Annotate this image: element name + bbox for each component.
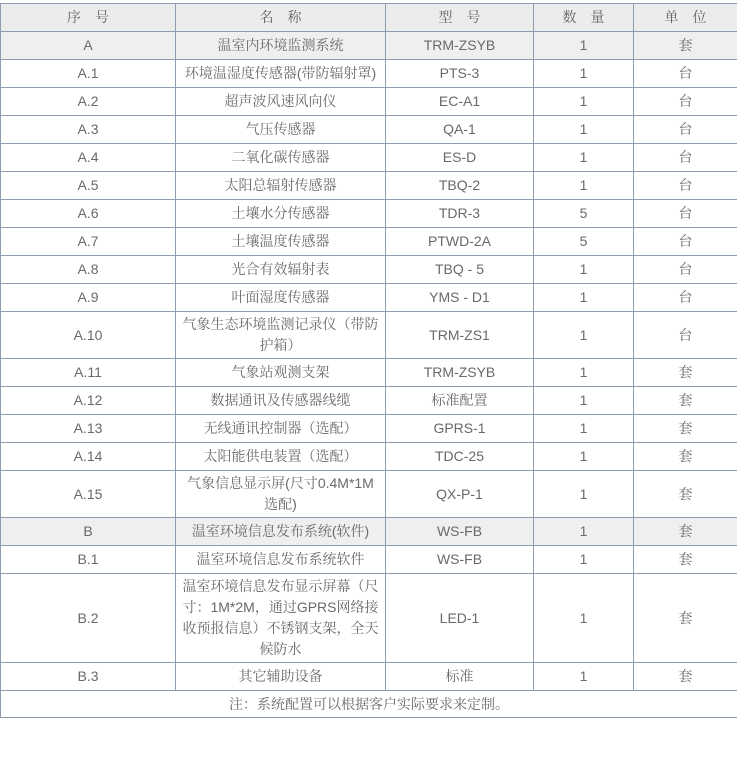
cell-unit: 台 xyxy=(634,172,737,200)
cell-quantity: 1 xyxy=(534,663,634,691)
col-header-name: 名 称 xyxy=(176,4,386,32)
cell-serial: A.10 xyxy=(1,312,176,359)
cell-quantity: 1 xyxy=(534,60,634,88)
cell-model: WS-FB xyxy=(386,546,534,574)
col-header-serial: 序 号 xyxy=(1,4,176,32)
cell-serial: B xyxy=(1,518,176,546)
cell-name: 太阳能供电装置（选配） xyxy=(176,443,386,471)
cell-unit: 套 xyxy=(634,32,737,60)
cell-serial: A.15 xyxy=(1,471,176,518)
cell-quantity: 1 xyxy=(534,359,634,387)
cell-serial: B.3 xyxy=(1,663,176,691)
cell-quantity: 5 xyxy=(534,228,634,256)
cell-unit: 台 xyxy=(634,60,737,88)
col-header-quantity: 数 量 xyxy=(534,4,634,32)
cell-quantity: 1 xyxy=(534,574,634,663)
col-header-unit: 单 位 xyxy=(634,4,737,32)
cell-unit: 台 xyxy=(634,144,737,172)
cell-unit: 套 xyxy=(634,574,737,663)
cell-model: TBQ - 5 xyxy=(386,256,534,284)
cell-model: 标准配置 xyxy=(386,387,534,415)
cell-unit: 台 xyxy=(634,312,737,359)
cell-unit: 套 xyxy=(634,359,737,387)
cell-model: EC-A1 xyxy=(386,88,534,116)
cell-unit: 套 xyxy=(634,387,737,415)
cell-quantity: 1 xyxy=(534,116,634,144)
cell-serial: A.9 xyxy=(1,284,176,312)
cell-unit: 台 xyxy=(634,284,737,312)
cell-name: 其它辅助设备 xyxy=(176,663,386,691)
cell-name: 气象信息显示屏(尺寸0.4M*1M 选配) xyxy=(176,471,386,518)
cell-serial: A.13 xyxy=(1,415,176,443)
cell-serial: B.1 xyxy=(1,546,176,574)
table-row xyxy=(1,60,737,88)
cell-unit: 套 xyxy=(634,518,737,546)
cell-serial: A xyxy=(1,32,176,60)
cell-model: TRM-ZSYB xyxy=(386,359,534,387)
cell-serial: A.1 xyxy=(1,60,176,88)
cell-model: TDC-25 xyxy=(386,443,534,471)
cell-quantity: 1 xyxy=(534,312,634,359)
cell-name: 气象站观测支架 xyxy=(176,359,386,387)
cell-quantity: 1 xyxy=(534,415,634,443)
cell-model: TRM-ZS1 xyxy=(386,312,534,359)
cell-quantity: 1 xyxy=(534,518,634,546)
cell-serial: A.4 xyxy=(1,144,176,172)
cell-name: 气象生态环境监测记录仪（带防护箱） xyxy=(176,312,386,359)
cell-model: LED-1 xyxy=(386,574,534,663)
table-row xyxy=(1,144,737,172)
cell-model: TRM-ZSYB xyxy=(386,32,534,60)
section-row xyxy=(1,32,737,60)
cell-quantity: 1 xyxy=(534,471,634,518)
cell-unit: 台 xyxy=(634,256,737,284)
cell-quantity: 1 xyxy=(534,387,634,415)
table-row xyxy=(1,256,737,284)
cell-quantity: 1 xyxy=(534,546,634,574)
cell-serial: A.8 xyxy=(1,256,176,284)
table-row xyxy=(1,574,737,663)
cell-name: 温室环境信息发布显示屏幕（尺寸：1M*2M，通过GPRS网络接收预报信息）不锈钢支架，全天候防水 xyxy=(176,574,386,663)
cell-quantity: 1 xyxy=(534,284,634,312)
col-header-model: 型 号 xyxy=(386,4,534,32)
cell-unit: 套 xyxy=(634,471,737,518)
cell-serial: A.11 xyxy=(1,359,176,387)
cell-serial: A.7 xyxy=(1,228,176,256)
cell-model: TBQ-2 xyxy=(386,172,534,200)
cell-unit: 台 xyxy=(634,200,737,228)
cell-name: 土壤水分传感器 xyxy=(176,200,386,228)
table-row xyxy=(1,471,737,518)
table-row xyxy=(1,200,737,228)
cell-model: TDR-3 xyxy=(386,200,534,228)
table-row xyxy=(1,116,737,144)
cell-name: 土壤温度传感器 xyxy=(176,228,386,256)
cell-unit: 台 xyxy=(634,116,737,144)
cell-name: 环境温湿度传感器(带防辐射罩) xyxy=(176,60,386,88)
table-row xyxy=(1,387,737,415)
table-row xyxy=(1,312,737,359)
cell-quantity: 1 xyxy=(534,144,634,172)
table-row xyxy=(1,359,737,387)
cell-serial: A.14 xyxy=(1,443,176,471)
cell-model: GPRS-1 xyxy=(386,415,534,443)
cell-serial: A.5 xyxy=(1,172,176,200)
table-row xyxy=(1,88,737,116)
table-row xyxy=(1,546,737,574)
cell-model: WS-FB xyxy=(386,518,534,546)
cell-model: QA-1 xyxy=(386,116,534,144)
cell-serial: B.2 xyxy=(1,574,176,663)
cell-quantity: 1 xyxy=(534,443,634,471)
section-row xyxy=(1,518,737,546)
cell-name: 气压传感器 xyxy=(176,116,386,144)
cell-name: 二氧化碳传感器 xyxy=(176,144,386,172)
cell-serial: A.6 xyxy=(1,200,176,228)
cell-name: 光合有效辐射表 xyxy=(176,256,386,284)
table-row xyxy=(1,284,737,312)
cell-model: QX-P-1 xyxy=(386,471,534,518)
cell-unit: 套 xyxy=(634,443,737,471)
table-header-row xyxy=(1,4,737,32)
table-body xyxy=(1,32,737,691)
cell-model: 标准 xyxy=(386,663,534,691)
cell-serial: A.2 xyxy=(1,88,176,116)
cell-quantity: 1 xyxy=(534,172,634,200)
cell-name: 数据通讯及传感器线缆 xyxy=(176,387,386,415)
cell-unit: 套 xyxy=(634,415,737,443)
table-row xyxy=(1,663,737,691)
cell-quantity: 1 xyxy=(534,32,634,60)
cell-name: 超声波风速风向仪 xyxy=(176,88,386,116)
cell-name: 温室环境信息发布系统(软件) xyxy=(176,518,386,546)
table-row xyxy=(1,415,737,443)
cell-model: YMS - D1 xyxy=(386,284,534,312)
cell-unit: 套 xyxy=(634,663,737,691)
table-row xyxy=(1,443,737,471)
cell-quantity: 1 xyxy=(534,88,634,116)
cell-name: 叶面湿度传感器 xyxy=(176,284,386,312)
cell-quantity: 5 xyxy=(534,200,634,228)
table-note: 注：系统配置可以根据客户实际要求来定制。 xyxy=(1,691,737,718)
cell-unit: 套 xyxy=(634,546,737,574)
cell-unit: 台 xyxy=(634,88,737,116)
cell-name: 温室内环境监测系统 xyxy=(176,32,386,60)
note-row xyxy=(1,691,737,718)
cell-unit: 台 xyxy=(634,228,737,256)
table-row xyxy=(1,172,737,200)
cell-serial: A.3 xyxy=(1,116,176,144)
cell-model: PTWD-2A xyxy=(386,228,534,256)
cell-name: 无线通讯控制器（选配） xyxy=(176,415,386,443)
cell-name: 温室环境信息发布系统软件 xyxy=(176,546,386,574)
equipment-list-table xyxy=(0,3,737,718)
cell-serial: A.12 xyxy=(1,387,176,415)
cell-name: 太阳总辐射传感器 xyxy=(176,172,386,200)
table-row xyxy=(1,228,737,256)
cell-model: PTS-3 xyxy=(386,60,534,88)
cell-quantity: 1 xyxy=(534,256,634,284)
cell-model: ES-D xyxy=(386,144,534,172)
